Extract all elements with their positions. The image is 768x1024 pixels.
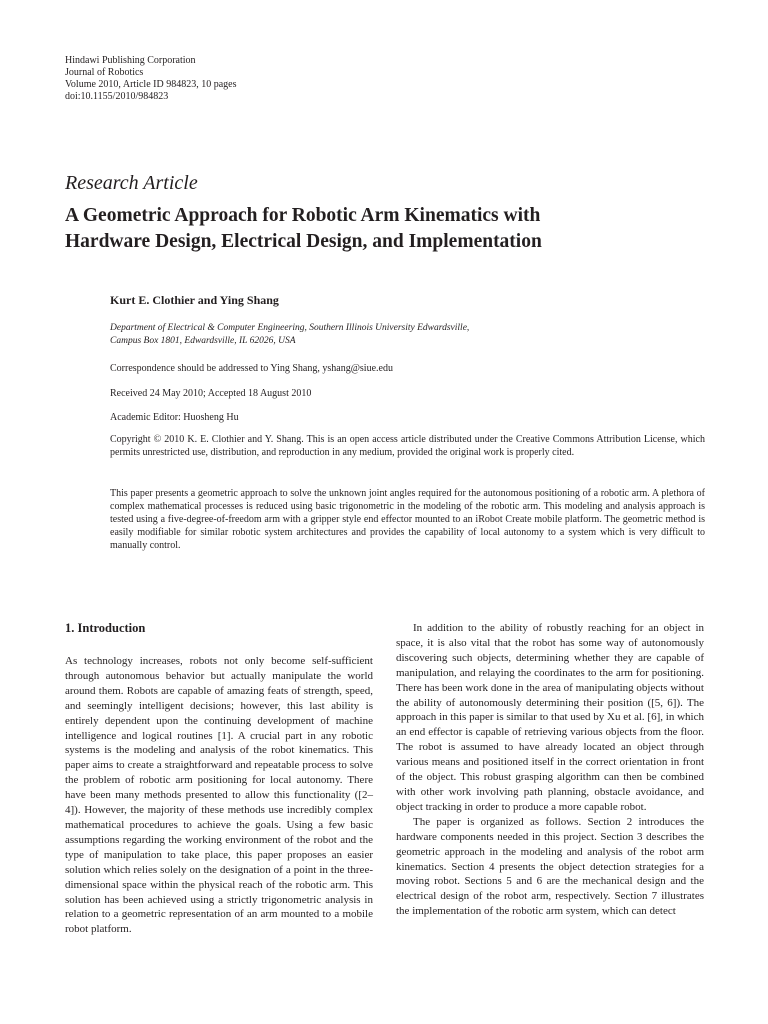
correspondence-text: Correspondence should be addressed to Ying Shang,: [110, 363, 320, 374]
doi[interactable]: doi:10.1155/2010/984823: [65, 91, 169, 102]
title-line: A Geometric Approach for Robotic Arm Kinematics with: [65, 205, 541, 226]
received-accepted-dates: Received 24 May 2010; Accepted 18 August 2010: [110, 388, 312, 399]
paper-title: [65, 203, 542, 255]
paragraph-text: The paper is organized as follows.: [413, 815, 582, 828]
title-line: Hardware Design, Electrical Design, and Implementation: [65, 231, 542, 252]
volume-info: Volume 2010, Article ID 984823, 10 pages: [65, 79, 237, 90]
academic-editor: Academic Editor: Huosheng Hu: [110, 412, 239, 423]
intro-paragraph-3: [396, 815, 704, 919]
publisher: Hindawi Publishing Corporation: [65, 55, 196, 66]
intro-paragraph-1: As technology increases, robots not only become self-sufficient through autonomous behavior but actually manipulate the world around them. Robots are capable of amazing feats of strength, speed, and seemingly intelligent decisions; however, this last ability is entirely dependent upon the continuing development of machine intelligence and logical routines [1]. A crucial part in any robotic systems is the modeling and analysis of the robot kinematics. This paper aims to create a straightforward and repeatable process to solve the problem of robotic arm positioning for local autonomy. There have been many methods presented to allow this functionality ([2–4]). However, the majority of these methods use incredibly complex mathematical procedures to achieve the goals. Using a few basic assumptions regarding the working environment of the robot and the type of manipulation to take place, this paper proposes an easier solution which relies solely on the designation of a point in the three-dimensional space within the physical reach of the robotic arm. This solution has been achieved using a strictly trigonometric analysis in relation to a geometric representation of an arm mounted to a mobile robot platform.: [65, 655, 373, 936]
journal-header: [65, 55, 236, 103]
left-column: [65, 621, 373, 937]
paragraph-text: presents the object detection strategies for a moving robot. Sections 5 and 6 are the mechanical design and the electrical design of the robot arm, respectively.: [396, 860, 704, 903]
correspondence-email-link[interactable]: yshang@siue.edu: [322, 363, 393, 374]
journal-name: Journal of Robotics: [65, 67, 144, 78]
section-heading-introduction: 1. Introduction: [65, 621, 146, 635]
right-column: [396, 621, 704, 919]
copyright-notice: Copyright © 2010 K. E. Clothier and Y. Shang. This is an open access article distributed under the Creative Commons Attribution License, which permits unrestricted use, distribution, and reproduction in any medium, provided the original work is properly cited.: [110, 434, 705, 458]
paragraph-text: introduces the hardware components needed in this project.: [396, 815, 705, 843]
paragraph-text: describes the geometric approach in the modeling and analysis of the robot arm kinematics.: [396, 830, 705, 873]
affiliation: [110, 322, 469, 348]
article-type: Research Article: [65, 172, 198, 194]
section-2-link[interactable]: Section 2: [587, 815, 633, 828]
section-7-link[interactable]: Section 7: [614, 890, 658, 903]
section-3-link[interactable]: Section 3: [600, 830, 643, 843]
paragraph-text: illustrates the implementation of the robotic arm system, which can detect: [396, 890, 704, 918]
correspondence: [110, 363, 393, 374]
authors: Kurt E. Clothier and Ying Shang: [110, 293, 279, 307]
intro-paragraph-2: In addition to the ability of robustly reaching for an object in space, it is also vital that the robot has some way of autonomously discovering such objects, determining whether they are capable of manipulation, and relaying the coordinates to the arm for positioning. There has been work done in the area of manipulating objects without the ability of autonomously determining their position ([5, 6]). The approach in this paper is similar to that used by Xu et al. [6], in which an end effector is capable of retrieving various objects from the floor. The robot is assumed to have already located an object through various means and positioned itself in the correct orientation in front of the object. This robust grasping algorithm can then be combined with other work involving path planning, obstacle avoidance, and object tracking in order to produce a more capable robot.: [396, 622, 704, 813]
affiliation-line: Campus Box 1801, Edwardsville, IL 62026, USA: [110, 336, 296, 346]
section-4-link[interactable]: Section 4: [451, 860, 495, 873]
affiliation-line: Department of Electrical & Computer Engineering, Southern Illinois University Edwardsville,: [110, 323, 470, 333]
abstract: This paper presents a geometric approach to solve the unknown joint angles required for the autonomous positioning of a robotic arm. A plethora of complex mathematical processes is reduced using basic trigonometric in the modeling of the robotic arm. This modeling and analysis approach is tested using a five-degree-of-freedom arm with a gripper style end effector mounted to an iRobot Create mobile platform. The geometric method is easily modifiable for similar robotic system architectures and provides the capability of local autonomy to a system which is very difficult to manually control.: [110, 488, 705, 551]
